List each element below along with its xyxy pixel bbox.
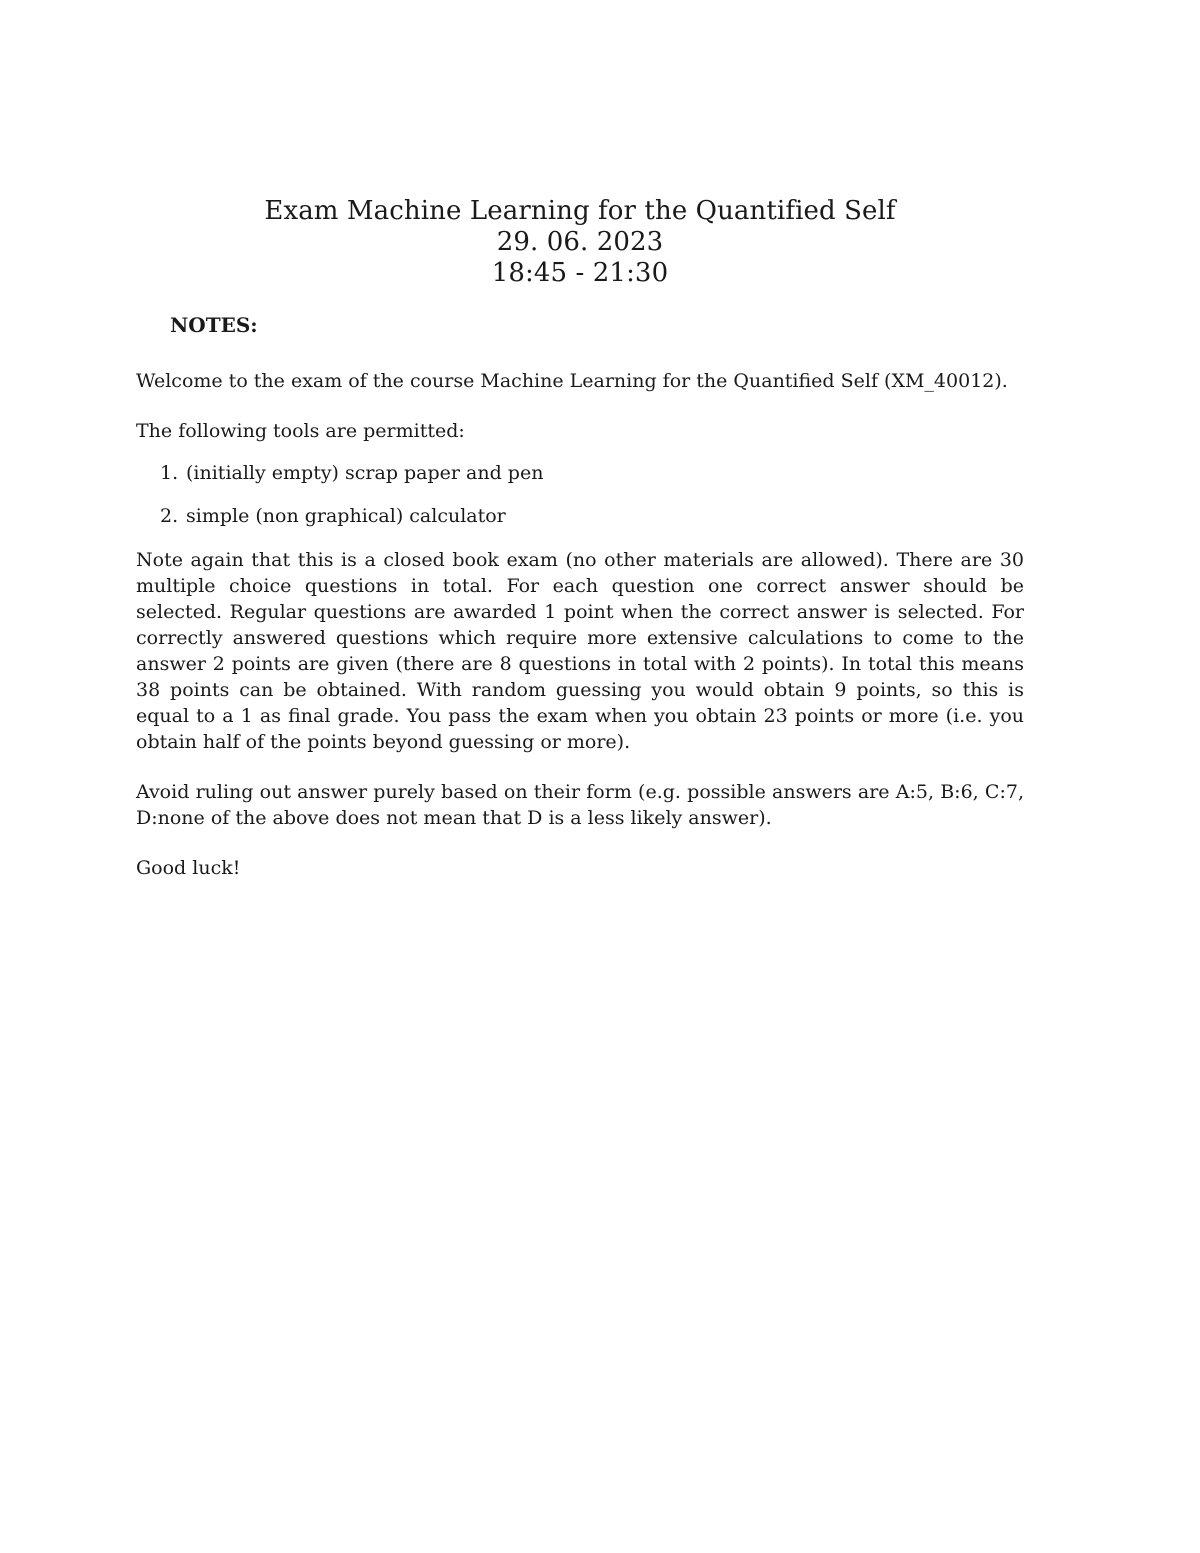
exam-header: [0, 196, 1160, 289]
exam-title: Exam Machine Learning for the Quantified Self: [264, 196, 896, 226]
list-item-text: simple (non graphical) calculator: [186, 505, 506, 527]
list-item: [160, 460, 1024, 486]
avoid-paragraph: Avoid ruling out answer purely based on their form (e.g. possible answers are A:5, B:6, C:7, D:none of the above does not mean that D is a less likely answer).: [136, 781, 1024, 829]
tools-intro: The following tools are permitted:: [136, 420, 465, 442]
notes-heading: NOTES:: [170, 313, 258, 337]
notes-section: [136, 312, 1024, 905]
list-item-number: 2.: [160, 505, 179, 527]
list-item-text: (initially empty) scrap paper and pen: [186, 462, 544, 484]
list-item: [160, 503, 1024, 529]
exam-date: 29. 06. 2023: [496, 227, 664, 257]
closing-text: Good luck!: [136, 857, 241, 879]
permitted-tools-list: [136, 460, 1024, 529]
exam-time: 18:45 - 21:30: [491, 258, 669, 288]
welcome-paragraph: Welcome to the exam of the course Machine Learning for the Quantified Self (XM_40012).: [136, 370, 1008, 392]
list-item-number: 1.: [160, 462, 179, 484]
rules-paragraph: Note again that this is a closed book exam (no other materials are allowed). There are 30 multiple choice questions in total. For each question one correct answer should be selected. Regular questions are awarded 1 point when the correct answer is selected. For correctly answered questions which require more extensive calculations to come to the answer 2 points are given (there are 8 questions in total with 2 points). In total this means 38 points can be obtained. With random guessing you would obtain 9 points, so this is equal to a 1 as final grade. You pass the exam when you obtain 23 points or more (i.e. you obtain half of the points beyond guessing or more).: [136, 549, 1024, 753]
